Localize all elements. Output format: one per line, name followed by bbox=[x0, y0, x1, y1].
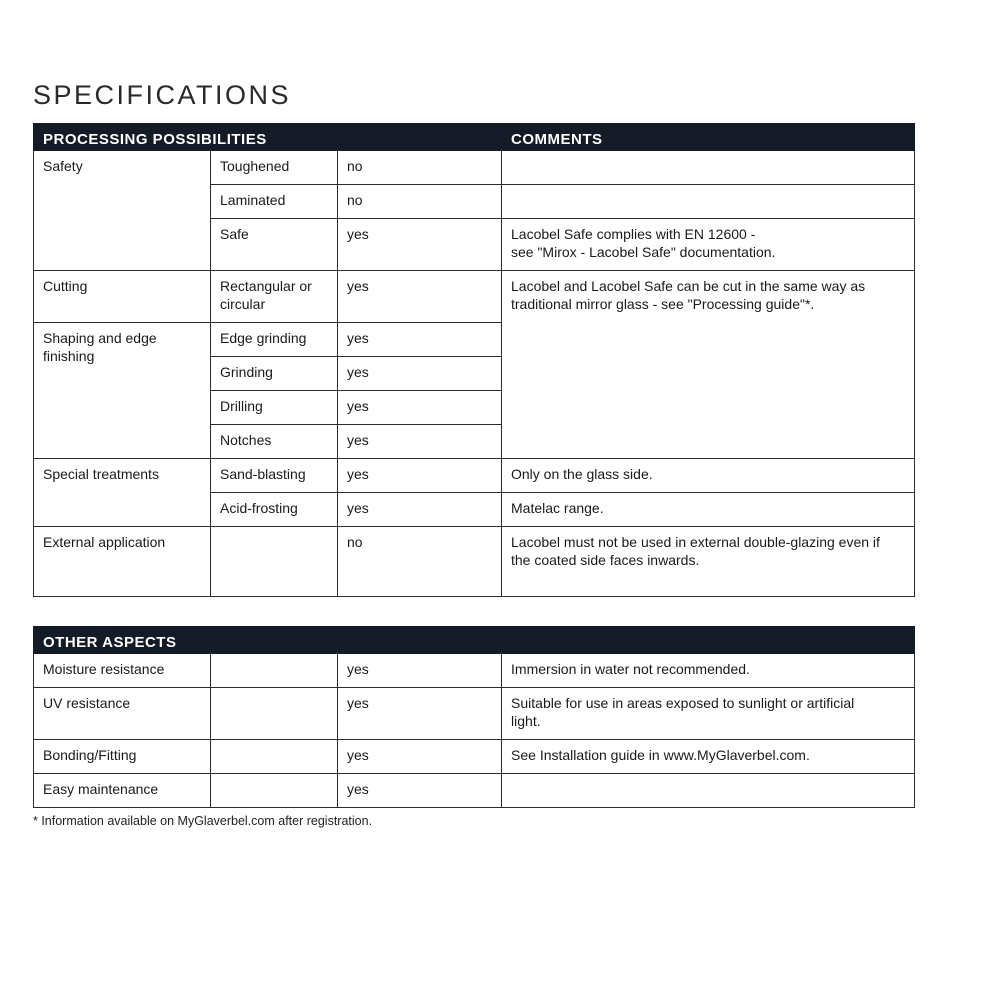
table-row bbox=[34, 774, 915, 808]
value-moisture-resistance: yes bbox=[338, 654, 502, 688]
value-drilling: yes bbox=[338, 391, 502, 425]
table-row bbox=[34, 459, 915, 493]
table-row bbox=[34, 654, 915, 688]
comment-safe-line-1: Lacobel Safe complies with EN 12600 - bbox=[511, 226, 756, 242]
comment-bonding-fitting: See Installation guide in www.MyGlaverbel.com. bbox=[502, 740, 915, 774]
table-row bbox=[34, 740, 915, 774]
row-label-safety: Safety bbox=[34, 151, 211, 271]
sub-label-rectangular bbox=[211, 271, 338, 323]
comment-cutting-line-1: Lacobel and Lacobel Safe can be cut in the same way as bbox=[511, 278, 866, 294]
value-safe: yes bbox=[338, 219, 502, 271]
row-label-bonding-fitting: Bonding/Fitting bbox=[34, 740, 211, 774]
table-row bbox=[34, 688, 915, 740]
value-edge-grinding: yes bbox=[338, 323, 502, 357]
sub-label-empty bbox=[211, 740, 338, 774]
value-toughened: no bbox=[338, 151, 502, 185]
value-acid-frosting: yes bbox=[338, 493, 502, 527]
sub-label-rectangular-line-1: Rectangular or bbox=[220, 278, 312, 294]
sub-label-empty bbox=[211, 654, 338, 688]
sub-label-edge-grinding: Edge grinding bbox=[211, 323, 338, 357]
value-uv-resistance: yes bbox=[338, 688, 502, 740]
value-easy-maintenance: yes bbox=[338, 774, 502, 808]
sub-label-laminated: Laminated bbox=[211, 185, 338, 219]
row-label-external-application: External application bbox=[34, 527, 211, 597]
row-label-shaping-line-2: finishing bbox=[43, 348, 95, 364]
comment-external bbox=[502, 527, 915, 597]
row-label-shaping bbox=[34, 323, 211, 459]
comment-external-line-1: Lacobel must not be used in external double-glazing even if bbox=[511, 534, 880, 550]
comment-external-line-2: the coated side faces inwards. bbox=[511, 552, 700, 568]
comment-laminated bbox=[502, 185, 915, 219]
table-row bbox=[34, 527, 915, 597]
comment-safe-line-2: see "Mirox - Lacobel Safe" documentation. bbox=[511, 244, 776, 260]
value-bonding-fitting: yes bbox=[338, 740, 502, 774]
sub-label-empty bbox=[211, 688, 338, 740]
sub-label-empty bbox=[211, 774, 338, 808]
value-external: no bbox=[338, 527, 502, 597]
comment-cutting-line-2: traditional mirror glass - see "Processing guide"*. bbox=[511, 296, 815, 312]
row-label-shaping-line-1: Shaping and edge bbox=[43, 330, 157, 346]
comment-uv-resistance bbox=[502, 688, 915, 740]
sub-label-grinding: Grinding bbox=[211, 357, 338, 391]
row-label-moisture-resistance: Moisture resistance bbox=[34, 654, 211, 688]
sub-label-drilling: Drilling bbox=[211, 391, 338, 425]
processing-possibilities-table bbox=[33, 123, 915, 597]
other-aspects-table bbox=[33, 626, 915, 808]
comment-uv-line-2: light. bbox=[511, 713, 541, 729]
other-aspects-header: OTHER ASPECTS bbox=[34, 627, 502, 654]
comment-toughened bbox=[502, 151, 915, 185]
row-label-easy-maintenance: Easy maintenance bbox=[34, 774, 211, 808]
comment-moisture-resistance: Immersion in water not recommended. bbox=[502, 654, 915, 688]
row-label-cutting: Cutting bbox=[34, 271, 211, 323]
sub-label-external-empty bbox=[211, 527, 338, 597]
processing-possibilities-header: PROCESSING POSSIBILITIES bbox=[34, 124, 502, 151]
footnote: * Information available on MyGlaverbel.com after registration. bbox=[33, 814, 373, 828]
value-rectangular: yes bbox=[338, 271, 502, 323]
value-notches: yes bbox=[338, 425, 502, 459]
value-laminated: no bbox=[338, 185, 502, 219]
comment-sand-blasting: Only on the glass side. bbox=[502, 459, 915, 493]
sub-label-notches: Notches bbox=[211, 425, 338, 459]
row-label-special-treatments: Special treatments bbox=[34, 459, 211, 527]
comment-uv-line-1: Suitable for use in areas exposed to sunlight or artificial bbox=[511, 695, 855, 711]
other-aspects-comments-header bbox=[502, 627, 915, 654]
table-row bbox=[34, 271, 915, 323]
sub-label-safe: Safe bbox=[211, 219, 338, 271]
value-grinding: yes bbox=[338, 357, 502, 391]
table-row bbox=[34, 151, 915, 185]
sub-label-rectangular-line-2: circular bbox=[220, 296, 266, 312]
comment-safe bbox=[502, 219, 915, 271]
page-title: SPECIFICATIONS bbox=[33, 80, 292, 110]
comments-header: COMMENTS bbox=[502, 124, 915, 151]
comment-easy-maintenance bbox=[502, 774, 915, 808]
value-sand-blasting: yes bbox=[338, 459, 502, 493]
comment-acid-frosting: Matelac range. bbox=[502, 493, 915, 527]
sub-label-acid-frosting: Acid-frosting bbox=[211, 493, 338, 527]
sub-label-toughened: Toughened bbox=[211, 151, 338, 185]
sub-label-sand-blasting: Sand-blasting bbox=[211, 459, 338, 493]
row-label-uv-resistance: UV resistance bbox=[34, 688, 211, 740]
comment-cutting bbox=[502, 271, 915, 459]
